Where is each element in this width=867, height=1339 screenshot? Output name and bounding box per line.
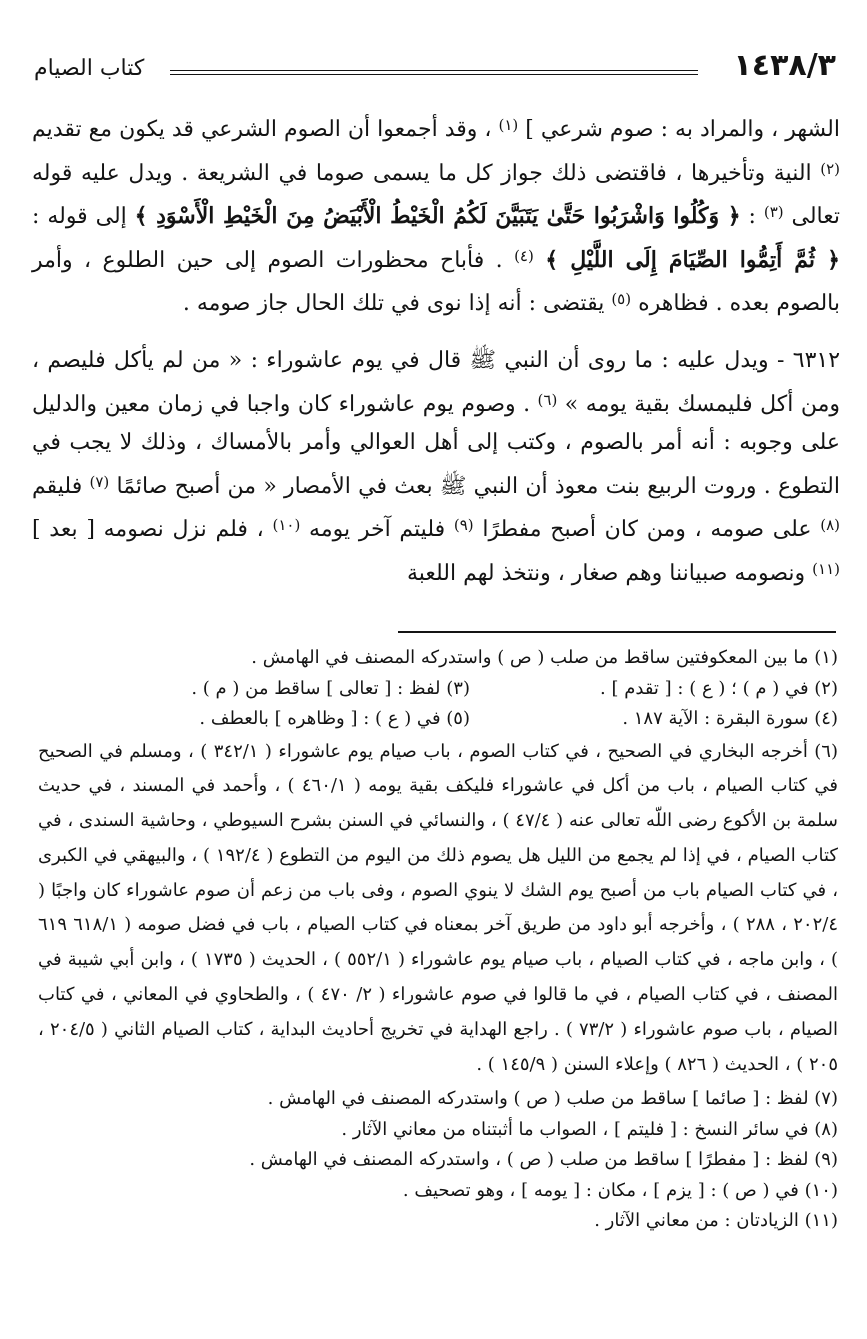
footnote-4: (٤) سورة البقرة : الآية ١٨٧ . xyxy=(622,708,838,729)
footnote-8: (٨) في سائر النسخ : [ فليتم ] ، الصواب ما أثبتناه من معاني الآثار . xyxy=(341,1118,838,1140)
footnote-ref[interactable]: (٤) xyxy=(514,246,534,265)
text-segment: يقتضى : أنه إذا نوى في تلك الحال جاز صومه . xyxy=(182,291,612,317)
text-segment: ٦٣١٢ - ويدل عليه : ما روى أن النبي ﷺ قال في يوم عاشوراء : « من لم يأكل فليصم ، ومن أكل فليمسك بقية يومه » xyxy=(32,347,841,417)
footnote-ref[interactable]: (٦) xyxy=(537,390,558,409)
footnote-row xyxy=(38,674,838,705)
footnote-7: (٧) لفظ : [ صائما ] ساقط من صلب ( ص ) واستدركه المصنف في الهامش . xyxy=(267,1088,838,1110)
header-rule xyxy=(170,70,698,75)
text-segment: : xyxy=(740,204,764,230)
footnote-divider xyxy=(398,631,836,633)
footnote-ref[interactable]: (٩) xyxy=(453,516,474,535)
page-header xyxy=(30,46,838,90)
footnote-row xyxy=(38,704,838,735)
footnote-11: (١١) الزيادتان : من معاني الآثار . xyxy=(594,1210,838,1232)
footnote-ref[interactable]: (١٠) xyxy=(272,516,301,535)
footnote-1: (١) ما بين المعكوفتين ساقط من صلب ( ص ) واستدركه المصنف في الهامش . xyxy=(251,647,838,668)
footnote-ref[interactable]: (٧) xyxy=(89,472,110,491)
text-segment: الشهر ، والمراد به : صوم شرعي ] xyxy=(518,117,840,142)
text-segment: . فأباح محظورات الصوم إلى حين الطلوع ، وأمر بالصوم بعده . فظاهره xyxy=(32,247,840,317)
page-number: ١٤٣٨/٣ xyxy=(733,48,836,83)
footnote-ref[interactable]: (١١) xyxy=(812,559,840,578)
footnote-ref[interactable]: (١) xyxy=(498,116,519,134)
text-segment: ، فلم نزل نصومه [ بعد ] xyxy=(32,517,273,543)
text-segment: ونصومه صبياننا وهم صغار ، ونتخذ لهم اللعبة xyxy=(406,560,813,586)
main-text xyxy=(32,106,840,594)
paragraph-1 xyxy=(32,106,840,324)
text-segment: النية وتأخيرها ، فاقتضى ذلك جواز كل ما يسمى صوما في الشريعة . ويدل عليه قوله تعالى xyxy=(32,160,840,230)
footnotes xyxy=(38,643,838,1237)
footnote-ref[interactable]: (٣) xyxy=(763,203,784,222)
text-segment: ، وقد أجمعوا أن الصوم الشرعي قد يكون مع تقديم xyxy=(32,117,499,142)
footnote-9: (٩) لفظ : [ مفطرًا ] ساقط من صلب ( ص ) ، واستدركه المصنف في الهامش . xyxy=(249,1149,838,1171)
footnote-ref[interactable]: (٢) xyxy=(820,159,840,178)
text-segment: . وصوم يوم عاشوراء كان واجبا في زمان معين والدليل على وجوبه : أنه أمر بالصوم ، وكتب إلى أهل العوالي وأمر بالأمساك ، وذلك لا يجب في التطوع . وروت الربيع بنت معوذ أن النبي ﷺ بعث في الأمصار « من أصبح صائمًا xyxy=(32,391,841,499)
footnote-ref[interactable]: (٥) xyxy=(611,290,632,309)
footnote-ref[interactable]: (٨) xyxy=(820,516,841,535)
text-segment: فليقم xyxy=(32,473,90,499)
footnote-6: (٦) أخرجه البخاري في الصحيح ، في كتاب الصوم ، باب صيام يوم عاشوراء ( ٣٤٢/١ ) ، ومسلم في الصحيح في كتاب الصيام ، باب من أكل في عاشوراء فليكف بقية يومه ( ٤٦٠/١ ) ، وأحمد في المسند ، في حديث سلمة بن الأكوع رضى اللّه تعالى عنه ( ٤٧/٤ ) ، والنسائي في السنن بشرح السيوطي ، وحاشية السندى ، في كتاب الصيام ، في إذا لم يجمع من الليل هل يصوم ذلك من اليوم من التطوع ( ١٩٢/٤ ) ، والبيهقي في الكبرى ، في كتاب الصيام باب من أصبح يوم الشك لا ينوي الصوم ، وفى باب من زعم أن صوم عاشوراء كان واجبًا ( ٢٠٢/٤ ، ٢٨٨ ) ، وأخرجه أبو داود من طريق آخر بمعناه في كتاب الصيام ، باب في فضل صومه ( ٦١٨/١ ٦١٩ ) ، وابن ماجه ، في كتاب الصيام ، باب صيام يوم عاشوراء ( ٥٥٢/١ ) ، الحديث ( ١٧٣٥ ) ، وابن أبي شيبة في المصنف ، في كتاب الصيام ، في ما قالوا في صوم عاشوراء ( ٢/ ٤٧٠ ) ، والطحاوي في المعاني ، في كتاب الصيام ، باب صوم عاشوراء ( ٧٣/٢ ) . راجع الهداية في تخريج أحاديث البداية ، كتاب الصيام الثاني ( ٢٠٤/٥ ، ٢٠٥ ) ، الحديث ( ٨٢٦ ) وإعلاء السنن ( ١٤٥/٩ ) . xyxy=(38,740,839,1075)
text-segment: على صومه ، ومن كان أصبح مفطرًا xyxy=(473,517,821,543)
footnote-2: (٢) في ( م ) ؛ ( ع ) : [ تقدم ] . xyxy=(600,677,838,699)
text-segment: إلى قوله : xyxy=(32,204,135,230)
quran-verse: ﴿ وَكُلُوا وَاشْرَبُوا حَتَّىٰ يَتَبَيَّنَ لَكُمُ الْخَيْطُ الْأَبْيَضُ مِنَ الْخَيْطِ الْأَسْوَدِ ﴾ xyxy=(134,203,741,230)
footnote-5: (٥) في ( ع ) : [ وظاهره ] بالعطف . xyxy=(199,708,470,729)
text-segment: فليتم آخر يومه xyxy=(300,517,454,543)
paragraph-2 xyxy=(32,342,840,594)
book-title: كتاب الصيام xyxy=(34,56,145,81)
footnote-10: (١٠) في ( ص ) : [ يزم ] ، مكان : [ يومه ] ، وهو تصحيف . xyxy=(402,1179,838,1201)
quran-verse: ﴿ ثُمَّ أَتِمُّوا الصِّيَامَ إِلَى اللَّيْلِ ﴾ xyxy=(545,246,840,273)
footnote-3: (٣) لفظ : [ تعالى ] ساقط من ( م ) . xyxy=(191,677,470,699)
